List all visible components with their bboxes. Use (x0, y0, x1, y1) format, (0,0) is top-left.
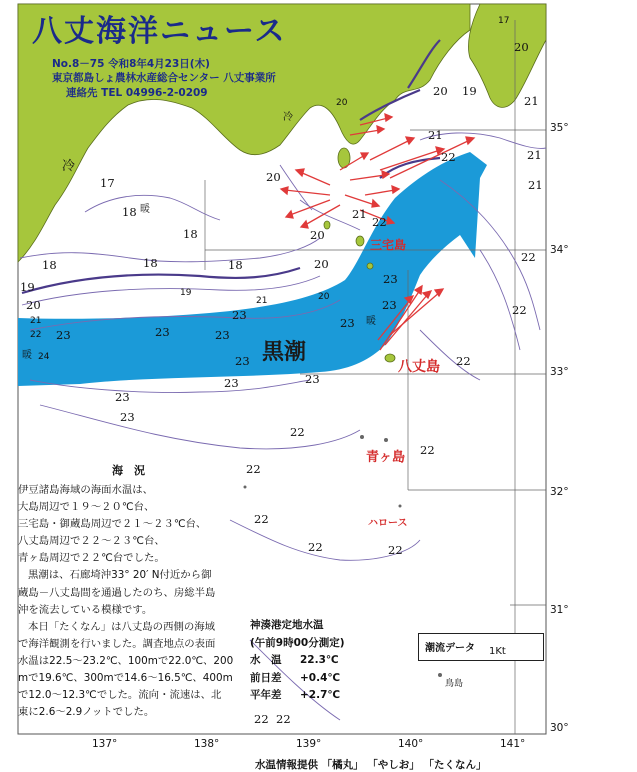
torishima-label: 鳥島 (445, 679, 464, 689)
isotherm-label: 20 (433, 84, 448, 98)
situation-line: mで19.6℃、300mで14.6～16.5℃、400m (18, 672, 233, 685)
haroses-label: ハロース (368, 518, 408, 529)
lat-label: 34° (550, 244, 569, 256)
lon-label: 137° (92, 738, 118, 750)
isotherm-label: 21 (428, 128, 443, 142)
isotherm-label: 20 (26, 298, 41, 312)
situation-line: 黒潮は、石廊埼沖33° 20′ N付近から御 (28, 569, 212, 582)
cold-marker-west: 冷 (62, 159, 76, 174)
warm-marker-3: 暖 (366, 316, 376, 327)
isotherm-label: 17 (100, 176, 115, 190)
situation-line: 伊豆諸島海域の海面水温は、 (18, 484, 154, 496)
isotherm-label: 20 (514, 40, 529, 54)
isotherm-label: 21 (527, 148, 542, 162)
lat-label: 33° (550, 366, 569, 378)
isotherm-label: 22 (441, 150, 456, 164)
isotherm-label: 22 (254, 512, 269, 526)
isotherm-label: 18 (122, 205, 137, 219)
isotherm-label: 18 (42, 258, 57, 272)
isotherm-label: 23 (155, 325, 170, 339)
isotherm-label: 22 (521, 250, 536, 264)
situation-line: 大島周辺で１９～２０℃台、 (18, 501, 155, 514)
lon-label: 138° (194, 738, 220, 750)
isotherm-label: 21 (352, 207, 367, 221)
isotherm-label: 18 (228, 258, 243, 272)
data-provider: 水温情報提供 「橘丸」 「やしお」 「たくなん」 (255, 759, 487, 771)
situation-line: 青ヶ島周辺で２２℃台でした。 (18, 552, 165, 565)
station-title: 神湊港定地水温 (250, 619, 324, 631)
isotherm-label: 23 (232, 308, 247, 322)
isotherm-label: 23 (215, 328, 230, 342)
isotherm-label: 22 (456, 354, 471, 368)
isotherm-label: 20 (310, 228, 325, 242)
situation-line: 東に2.6～2.9ノットでした。 (18, 706, 155, 719)
miyake-label: 三宅島 (370, 238, 407, 252)
prev-day-label: 前日差 (250, 671, 282, 684)
isotherm-label: 23 (340, 316, 355, 330)
situation-line: で12.0～12.3℃でした。流向・流速は、北 (18, 689, 222, 702)
situation-line: 八丈島周辺で２２～２３℃台、 (18, 535, 165, 548)
lat-label: 32° (550, 486, 569, 498)
isotherm-label: 19 (20, 280, 35, 294)
current-legend (418, 633, 544, 661)
isotherm-label: 21 (524, 94, 539, 108)
temp-value: 22.3℃ (300, 654, 339, 666)
temp-label: 水 温 (250, 654, 282, 666)
warm-marker-1: 暖 (140, 204, 150, 215)
isotherm-label: 22 (308, 540, 323, 554)
isotherm-label: 21 (256, 296, 268, 306)
legend-unit: 1Kt (489, 646, 506, 657)
isotherm-label: 23 (382, 298, 397, 312)
isotherm-label: 22 (372, 215, 387, 229)
prev-year-value: +2.7℃ (300, 689, 341, 701)
isotherm-label: 23 (305, 372, 320, 386)
isotherm-label: 20 (318, 292, 330, 302)
lat-label: 31° (550, 604, 569, 616)
isotherm-label: 22 (512, 303, 527, 317)
contact-line: 連絡先 TEL 04996-2-0209 (66, 87, 208, 99)
isotherm-label: 23 (383, 272, 398, 286)
lon-label: 141° (500, 738, 526, 750)
legend-label: 潮流データ (425, 643, 475, 654)
isotherm-label: 24 (38, 352, 50, 362)
isotherm-label: 23 (120, 410, 135, 424)
isotherm-label: 22 (246, 462, 261, 476)
page-title: 八丈海洋ニュース (32, 14, 287, 49)
isotherm-label: 22 (290, 425, 305, 439)
situation-line: 本日「たくなん」は八丈島の西側の海域 (28, 620, 216, 633)
station-subtitle: (午前9時00分測定) (250, 636, 345, 649)
isotherm-label: 19 (462, 84, 477, 98)
isotherm-label: 22 (30, 330, 42, 340)
isotherm-label: 20 (336, 98, 348, 108)
lon-label: 140° (398, 738, 424, 750)
isotherm-label: 21 (30, 316, 42, 326)
situation-line: 三宅島・御蔵島周辺で２１～２３℃台、 (18, 518, 207, 531)
lat-label: 35° (550, 122, 569, 134)
isotherm-label: 22 (276, 712, 291, 726)
isotherm-label: 23 (56, 328, 71, 342)
issue-line: No.8－75 令和8年4月23日(木) (52, 58, 210, 70)
warm-marker-2: 暖 (22, 350, 32, 361)
situation-text (18, 482, 246, 721)
situation-heading: 海 況 (112, 464, 145, 477)
isotherm-label: 21 (528, 178, 543, 192)
situation-line: 蔵島－八丈島間を通過したのち、房総半島 (18, 586, 216, 599)
isotherm-label: 19 (180, 288, 192, 298)
isotherm-label: 18 (183, 227, 198, 241)
isotherm-label: 23 (224, 376, 239, 390)
kuroshio-label: 黒潮 (262, 339, 307, 365)
isotherm-label: 23 (115, 390, 130, 404)
isotherm-label: 22 (420, 443, 435, 457)
isotherm-label: 23 (235, 354, 250, 368)
isotherm-label: 20 (314, 257, 329, 271)
isotherm-label: 20 (266, 170, 281, 184)
isotherm-label: 22 (254, 712, 269, 726)
isotherm-label: 17 (498, 16, 510, 26)
lat-label: 30° (550, 722, 569, 734)
prev-day-value: +0.4℃ (300, 671, 341, 684)
hachijo-label: 八丈島 (398, 359, 440, 375)
prev-year-label: 平年差 (250, 689, 282, 701)
isotherm-label: 22 (388, 543, 403, 557)
lon-label: 139° (296, 738, 322, 750)
coastal-temperature-panel (250, 617, 345, 705)
situation-line: 沖を流去している模様です。 (18, 603, 153, 616)
situation-line: 水温は22.5～23.2℃、100mで22.0℃、200 (18, 654, 234, 667)
isotherm-label: 18 (143, 256, 158, 270)
aogashima-label: 青ヶ島 (366, 450, 406, 465)
cold-marker-sagami: 冷 (283, 112, 293, 123)
situation-line: で海洋観測を行いました。調査地点の表面 (18, 637, 216, 650)
organization: 東京都島しょ農林水産総合センター 八丈事業所 (52, 72, 276, 84)
